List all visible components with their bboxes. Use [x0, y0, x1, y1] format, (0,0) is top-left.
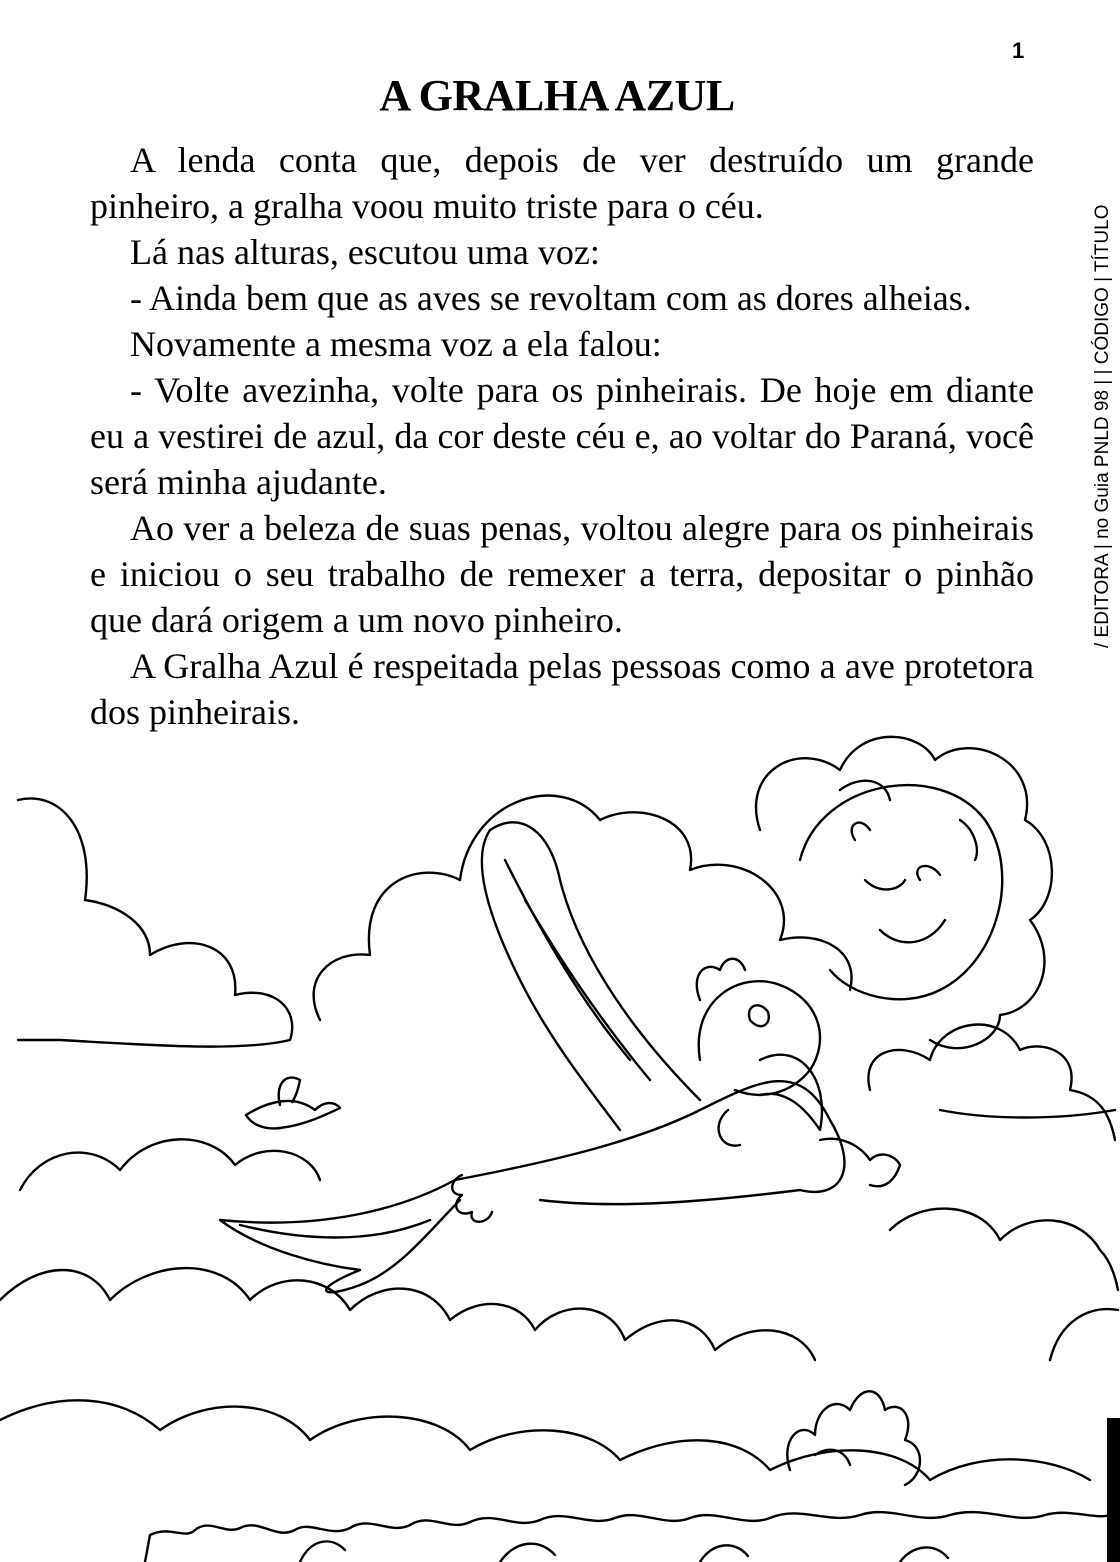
bird-foot	[452, 1175, 492, 1222]
sun-eye	[852, 823, 870, 840]
sun-eyebrow	[840, 781, 890, 800]
paragraph-5: - Volte avezinha, volte para os pinheirais. De hoje em diante eu a vestirei de azul, da cor deste céu e, ao voltar do Paraná, você será minha ajudante.	[90, 370, 1034, 502]
sun-cheek	[865, 880, 905, 889]
paragraph-4: Novamente a mesma voz a ela falou:	[130, 324, 662, 364]
cloud-lower-middle	[0, 1268, 815, 1360]
cloud-sun	[756, 737, 1052, 1048]
bird-head	[699, 981, 820, 1095]
cloud-center	[314, 796, 852, 1020]
paragraph-7: A Gralha Azul é respeitada pelas pessoas como a ave protetora dos pinheirais.	[90, 646, 1034, 732]
cloud-right	[868, 1025, 1115, 1140]
bird-tongue	[719, 1110, 740, 1146]
bird-body	[455, 1081, 844, 1204]
paragraph-6: Ao ver a beleza de suas penas, voltou alegre para os pinheirais e iniciou o seu trabalho de remexer a terra, depositar o pinhão que dará origem a um novo pinheiro.	[90, 508, 1034, 640]
cloud-lower-left	[20, 1139, 320, 1190]
cloud-bottom-band	[0, 1400, 1090, 1480]
cloud-lower-right	[890, 1209, 1118, 1290]
paragraph-2: Lá nas alturas, escutou uma voz:	[130, 232, 600, 272]
sun-eye-right	[917, 866, 940, 880]
page-number: 1	[1012, 38, 1025, 63]
side-catalog-label: / EDITORA | no Guia PNLD 98 | | CÓDIGO | TÍTULO	[1092, 204, 1113, 648]
bird-claw-right	[820, 1139, 900, 1187]
sun-smile	[880, 920, 945, 942]
paragraph-3: - Ainda bem que as aves se revoltam com as dores alheias.	[130, 278, 972, 318]
bird-eye	[749, 1005, 769, 1026]
page-title: A GRALHA AZUL	[379, 71, 735, 120]
scan-edge-bar	[1107, 1418, 1120, 1562]
story-text	[90, 137, 1034, 735]
bush-row	[145, 1512, 1110, 1562]
sun-eyebrow-right	[960, 820, 977, 860]
coloring-illustration	[0, 720, 1120, 1562]
bird-wing	[482, 822, 700, 1130]
sun-face	[800, 785, 1002, 999]
tree-top	[787, 1391, 920, 1485]
paragraph-1: A lenda conta que, depois de ver destruído um grande pinheiro, a gralha voou muito triste para o céu.	[90, 140, 1034, 226]
bird-tail	[220, 1180, 460, 1292]
small-bird	[246, 1101, 340, 1128]
cloud-left-top	[18, 798, 292, 1046]
